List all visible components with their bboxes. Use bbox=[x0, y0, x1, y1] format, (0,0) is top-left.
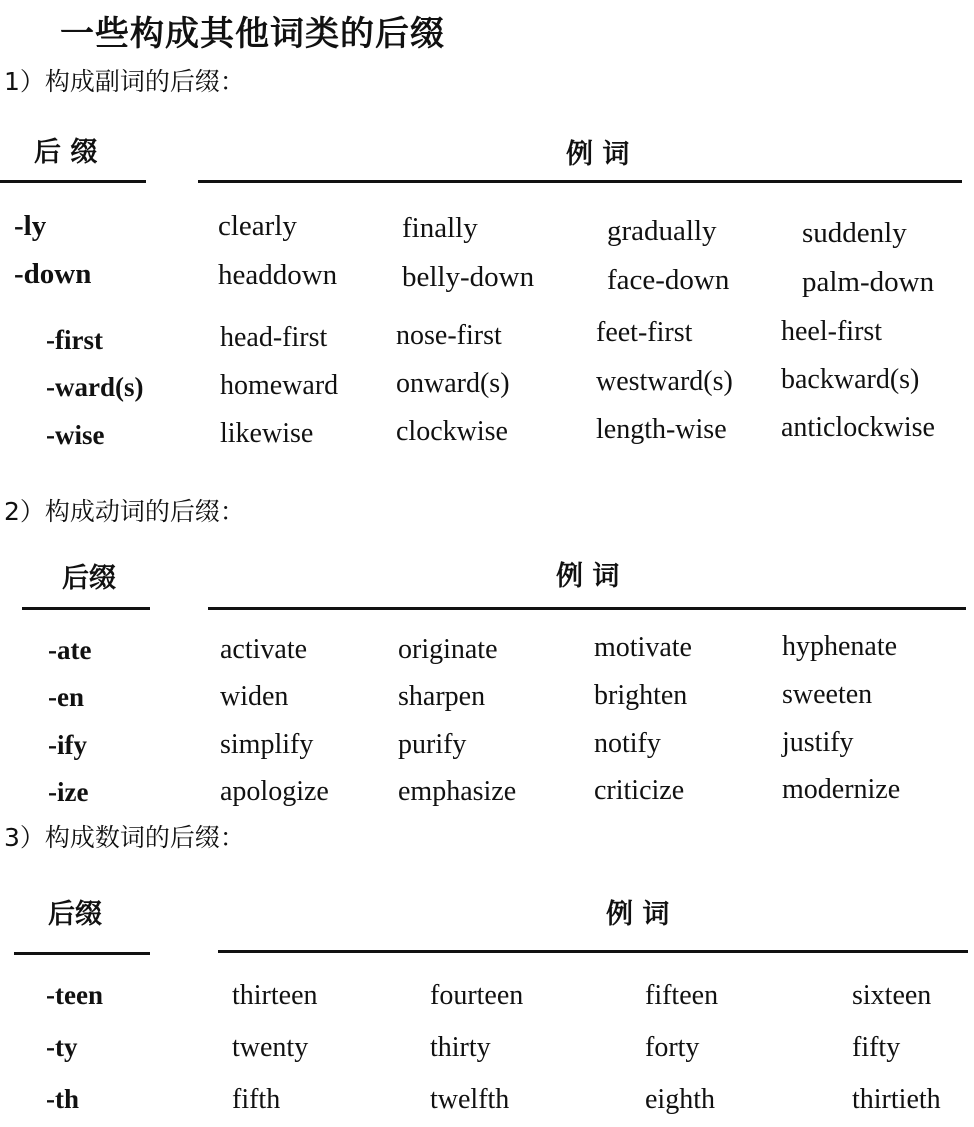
example-word: fourteen bbox=[430, 980, 524, 1011]
example-word: westward(s) bbox=[596, 366, 733, 397]
example-word: belly-down bbox=[402, 261, 535, 293]
section-heading: 3）构成数词的后缀： bbox=[4, 823, 245, 852]
example-word: fifteen bbox=[645, 980, 719, 1011]
suffix-cell: -first bbox=[46, 325, 103, 355]
example-word: length-wise bbox=[596, 414, 727, 445]
example-word: clockwise bbox=[396, 416, 508, 447]
example-word: backward(s) bbox=[781, 364, 920, 395]
suffix-cell: -ify bbox=[48, 730, 87, 760]
header-rule bbox=[208, 607, 966, 610]
example-word: likewise bbox=[220, 418, 314, 449]
column-header-suffix: 后缀 bbox=[62, 563, 116, 594]
example-word: criticize bbox=[594, 775, 685, 806]
header-rule bbox=[0, 180, 146, 183]
section-heading: 2）构成动词的后缀： bbox=[4, 497, 245, 526]
example-word: emphasize bbox=[398, 776, 517, 807]
example-word: gradually bbox=[607, 215, 717, 247]
example-word: apologize bbox=[220, 776, 329, 807]
example-word: palm-down bbox=[802, 266, 935, 298]
column-header-suffix: 后 缀 bbox=[34, 137, 98, 168]
example-word: twelfth bbox=[430, 1084, 510, 1115]
suffix-cell: -down bbox=[14, 258, 92, 290]
example-word: brighten bbox=[594, 680, 688, 711]
suffix-cell: -teen bbox=[46, 980, 103, 1010]
suffix-cell: -ize bbox=[48, 777, 89, 807]
example-word: widen bbox=[220, 681, 289, 712]
example-word: suddenly bbox=[802, 217, 907, 249]
suffix-cell: -th bbox=[46, 1084, 79, 1114]
section-heading: 1）构成副词的后缀： bbox=[4, 67, 245, 96]
column-header-examples: 例 词 bbox=[556, 561, 620, 592]
example-word: anticlockwise bbox=[781, 412, 935, 443]
page-title: 一些构成其他词类的后缀 bbox=[60, 14, 445, 54]
column-header-suffix: 后缀 bbox=[48, 899, 102, 930]
example-word: motivate bbox=[594, 632, 692, 663]
suffix-cell: -en bbox=[48, 682, 84, 712]
column-header-examples: 例 词 bbox=[566, 139, 630, 170]
example-word: homeward bbox=[220, 370, 339, 401]
example-word: sweeten bbox=[782, 679, 873, 710]
example-word: feet-first bbox=[596, 317, 693, 348]
example-word: finally bbox=[402, 212, 478, 244]
example-word: thirtieth bbox=[852, 1084, 941, 1115]
example-word: simplify bbox=[220, 729, 314, 760]
suffix-cell: -ly bbox=[14, 210, 47, 242]
example-word: twenty bbox=[232, 1032, 309, 1063]
example-word: modernize bbox=[782, 774, 901, 805]
example-word: hyphenate bbox=[782, 631, 898, 662]
example-word: notify bbox=[594, 728, 661, 759]
example-word: fifty bbox=[852, 1032, 901, 1063]
example-word: forty bbox=[645, 1032, 700, 1063]
example-word: head-first bbox=[220, 322, 328, 353]
suffix-cell: -ate bbox=[48, 635, 92, 665]
example-word: originate bbox=[398, 634, 498, 665]
example-word: sixteen bbox=[852, 980, 932, 1011]
header-rule bbox=[14, 952, 150, 955]
example-word: purify bbox=[398, 729, 467, 760]
suffix-cell: -ty bbox=[46, 1032, 78, 1062]
example-word: face-down bbox=[607, 264, 730, 296]
example-word: sharpen bbox=[398, 681, 486, 712]
example-word: thirteen bbox=[232, 980, 318, 1011]
header-rule bbox=[198, 180, 962, 183]
example-word: headdown bbox=[218, 259, 338, 291]
example-word: thirty bbox=[430, 1032, 491, 1063]
header-rule bbox=[22, 607, 150, 610]
example-word: clearly bbox=[218, 210, 297, 242]
suffix-cell: -wise bbox=[46, 420, 105, 450]
example-word: nose-first bbox=[396, 320, 502, 351]
example-word: onward(s) bbox=[396, 368, 510, 399]
suffix-cell: -ward(s) bbox=[46, 372, 144, 402]
header-rule bbox=[218, 950, 968, 953]
example-word: activate bbox=[220, 634, 308, 665]
column-header-examples: 例 词 bbox=[606, 899, 670, 930]
example-word: justify bbox=[782, 727, 854, 758]
example-word: fifth bbox=[232, 1084, 281, 1115]
example-word: heel-first bbox=[781, 316, 883, 347]
example-word: eighth bbox=[645, 1084, 715, 1115]
